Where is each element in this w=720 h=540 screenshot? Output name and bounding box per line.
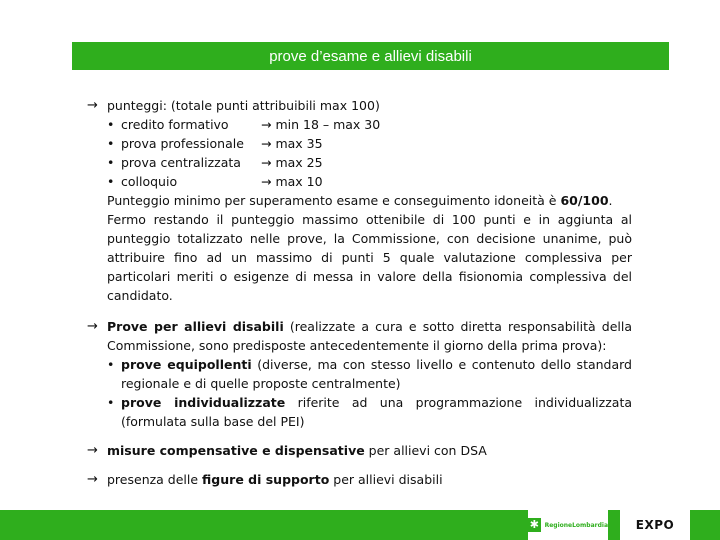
disabled-students-section xyxy=(87,317,632,431)
expo-logo xyxy=(620,510,690,540)
bullet-dot-icon: • xyxy=(107,395,115,410)
regione-lombardia-logo-text: RegioneLombardia xyxy=(544,521,608,529)
disabled-test-item: • prove individualizzate riferite ad una programmazione individualizzata (formulata sulla base del PEI) xyxy=(107,395,632,429)
scores-list xyxy=(107,115,632,191)
compensatory-measures-section xyxy=(87,441,632,460)
minimum-score-text: Punteggio minimo per superamento esame e conseguimento idoneità è 60/100. xyxy=(107,193,613,208)
score-item xyxy=(107,115,632,134)
slide-title-bar xyxy=(72,42,669,70)
bullet-dot-icon: • xyxy=(107,155,115,170)
support-figures-text: presenza delle figure di supporto per allievi disabili xyxy=(107,472,443,487)
arrow-bullet-icon: → xyxy=(87,472,98,487)
score-label: credito formativo xyxy=(121,117,229,132)
score-label: prova centralizzata xyxy=(121,155,241,170)
score-item xyxy=(107,134,632,153)
slide-content xyxy=(87,96,632,489)
regione-lombardia-mark-icon: ✱ xyxy=(529,518,539,531)
slide-title: prove d’esame e allievi disabili xyxy=(269,47,472,65)
bullet-dot-icon: • xyxy=(107,357,115,372)
score-value: → min 18 – max 30 xyxy=(261,117,381,132)
disabled-tests-list xyxy=(107,355,632,431)
score-item xyxy=(107,153,632,172)
support-figures-section xyxy=(87,470,632,489)
disabled-students-intro: Prove per allievi disabili (realizzate a cura e sotto diretta responsabilità della Commissione, sono predisposte antecedentemente il giorno della prima prova): xyxy=(107,319,632,353)
bullet-dot-icon: • xyxy=(107,136,115,151)
regione-lombardia-logo xyxy=(528,510,608,540)
arrow-bullet-icon: → xyxy=(87,98,98,113)
expo-logo-text: EXPO xyxy=(635,518,675,532)
score-label: colloquio xyxy=(121,174,178,189)
minimum-score-value: 60/100 xyxy=(560,193,609,208)
bullet-dot-icon: • xyxy=(107,174,115,189)
score-item xyxy=(107,172,632,191)
compensatory-measures-text: misure compensative e dispensative per allievi con DSA xyxy=(107,443,487,458)
scores-section xyxy=(87,96,632,305)
bullet-dot-icon: • xyxy=(107,117,115,132)
score-value: → max 25 xyxy=(261,155,323,170)
scores-heading: punteggi: (totale punti attribuibili max 100) xyxy=(107,98,380,113)
footer-band xyxy=(0,510,720,540)
score-value: → max 35 xyxy=(261,136,323,151)
extra-points-paragraph: Fermo restando il punteggio massimo ottenibile di 100 punti e in aggiunta al punteggio totalizzato nelle prove, la Commissione, con decisione unanime, può attribuire fino ad un massimo di punti 5 quale valutazione complessiva per particolari meriti o esigenze di messa in valore della fisionomia complessiva del candidato. xyxy=(107,212,632,303)
score-label: prova professionale xyxy=(121,136,244,151)
arrow-bullet-icon: → xyxy=(87,319,98,334)
arrow-bullet-icon: → xyxy=(87,443,98,458)
disabled-test-item: • prove equipollenti (diverse, ma con stesso livello e contenuto dello standard regionale e di quelle proposte centralmente) xyxy=(107,357,632,391)
score-value: → max 10 xyxy=(261,174,323,189)
